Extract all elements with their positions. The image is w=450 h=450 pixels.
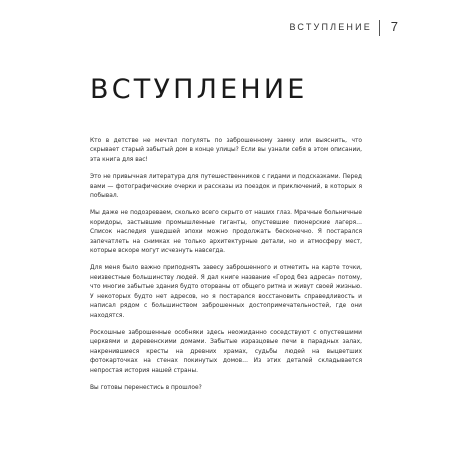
- paragraph-1: Кто в детстве не мечтал погулять по заброшенному замку или выяснить, что скрывает старый забытый дом в конце улицы? Если вы узнали себя в этом описании, эта книга для вас!: [90, 138, 362, 163]
- paragraph-3: Мы даже не подозреваем, сколько всего скрыто от наших глаз. Мрачные больничные коридоры, застывшие промышленные гиганты, опустевшие пионерские лагеря… Список наследия ушедшей эпохи можно продолжать бесконечно. Я постарался запечатлеть на снимках не только архитектурные детали, но и атмосферу мест, которые вскоре могут исчезнуть навсегда.: [90, 210, 362, 255]
- paragraph-4: Для меня было важно приподнять завесу заброшенного и отметить на карте точки, неизвестные большинству людей. Я дал книге название «Город без адреса» потому, что многие забытые здания будто оторваны от общего ритма и живут своей жизнью. У некоторых будто нет адресов, но я постарался восстановить справедливость и написал рядом с большинством заброшенных достопримечательностей, где они находятся.: [90, 265, 362, 319]
- body-text: [90, 137, 362, 401]
- running-header-title: ВСТУПЛЕНИЕ: [289, 22, 372, 32]
- paragraph-2: Это не привычная литература для путешественников с гидами и подсказками. Перед вами — фотографические очерки и рассказы из поездок и приключений, в которых я побывал.: [90, 174, 362, 200]
- paragraph-6: Вы готовы перенестись в прошлое?: [90, 384, 202, 391]
- header-divider: [379, 20, 380, 36]
- paragraph-5: Роскошные заброшенные особняки здесь неожиданно соседствуют с опустевшими церквями и деревенскими домами. Забытые изразцовые печи в парадных залах, накренившиеся кресты на древних храмах, судьбы людей на выцветших фотокарточках на стенах покинутых домов… Из этих деталей складывается непростая история нашей страны.: [90, 329, 362, 374]
- page-number: 7: [390, 19, 398, 34]
- chapter-title: ВСТУПЛЕНИЕ: [90, 74, 308, 105]
